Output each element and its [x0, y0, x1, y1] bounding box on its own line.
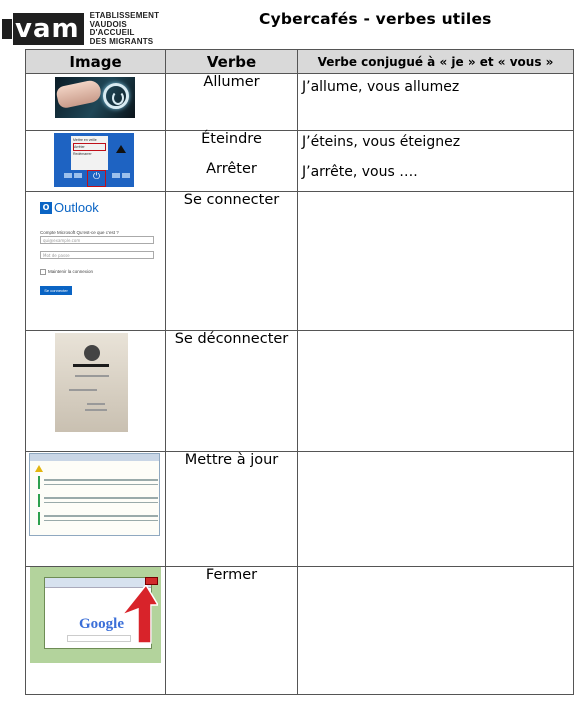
charm-tile: [112, 173, 120, 178]
table-row: [26, 331, 574, 452]
google-logo: Google: [79, 616, 124, 632]
finger-shape: [55, 79, 103, 110]
conjugation-allumer: J’allume, vous allumez: [302, 79, 460, 95]
column-header-conjugation: Verbe conjugué à « je » et « vous »: [298, 50, 574, 74]
outlook-brand: Outlook: [54, 200, 99, 215]
column-header-image: Image: [26, 50, 166, 74]
image-cell: [26, 452, 166, 567]
text-line: [85, 409, 107, 411]
update-option: [38, 512, 158, 525]
remember-checkbox: [40, 269, 46, 275]
logo-wordmark: vam: [13, 13, 84, 45]
verb-cell: [166, 331, 298, 452]
logo-subtitle: ETABLISSEMENT VAUDOIS D'ACCUEIL DES MIGRANTS: [89, 11, 160, 46]
verb-cell: [166, 452, 298, 567]
verb-fermer: Fermer: [205, 567, 258, 583]
update-dialog-image: [29, 453, 160, 536]
warning-icon: [35, 465, 43, 472]
column-header-verb: Verbe: [166, 50, 298, 74]
outlook-icon: O: [40, 202, 52, 214]
document-title: Cybercafés - verbes utiles: [259, 10, 492, 28]
conjugation-cell: [298, 192, 574, 331]
evam-logo: [2, 12, 159, 46]
image-cell: [26, 567, 166, 695]
outlook-logo: [40, 200, 99, 215]
menu-item-shutdown: Arrêter: [73, 143, 106, 151]
text-line: [75, 375, 109, 377]
image-cell: [26, 192, 166, 331]
close-icon: [145, 577, 158, 585]
text-line: [69, 389, 97, 391]
table-row: [26, 74, 574, 131]
update-option: [38, 494, 158, 507]
verb-eteindre: Éteindre: [201, 131, 262, 147]
image-cell: [26, 74, 166, 131]
conjugation-cell: [298, 567, 574, 695]
conjugation-cell: [298, 131, 574, 192]
table-row: [26, 567, 574, 695]
password-field: Mot de passe: [40, 251, 154, 259]
browser-close-image: [30, 567, 161, 663]
dialog-titlebar: [30, 454, 159, 461]
conjugation-arreter: J’arrête, vous ….: [302, 164, 418, 180]
menu-item-restart: Redémarrer: [73, 152, 92, 156]
account-label: Compte Microsoft Qu’est-ce que c’est ?: [40, 230, 119, 235]
conjugation-cell: [298, 331, 574, 452]
power-button-image: [55, 77, 135, 118]
sign-in-button: Se connecter: [40, 286, 72, 295]
power-icon: ⏻: [87, 170, 106, 187]
verb-mettre-a-jour: Mettre à jour: [184, 452, 279, 468]
update-option: [38, 476, 158, 489]
verbs-table: [25, 49, 574, 695]
logo-mark: [2, 19, 12, 39]
charm-tile: [74, 173, 82, 178]
verb-cell: [166, 131, 298, 192]
conjugation-eteindre: J’éteins, vous éteignez: [302, 134, 461, 150]
cursor-triangle-icon: [116, 145, 126, 153]
table-row: [26, 192, 574, 331]
email-field: qui@example.com: [40, 236, 154, 244]
menu-item-sleep: Mettre en veille: [73, 138, 97, 142]
redacted-name-bar: [73, 364, 109, 367]
outlook-login-image: [32, 194, 160, 322]
text-line: [87, 403, 105, 405]
image-cell: [26, 131, 166, 192]
sign-out-image: [55, 333, 128, 432]
verb-se-connecter: Se connecter: [183, 192, 280, 208]
red-arrow-icon: [118, 585, 158, 645]
table-row: [26, 452, 574, 567]
charm-tile: [122, 173, 130, 178]
power-icon: [103, 83, 129, 109]
verb-arreter: Arrêter: [206, 161, 257, 177]
shutdown-menu-image: [54, 133, 134, 187]
conjugation-cell: [298, 452, 574, 567]
verb-cell: [166, 192, 298, 331]
conjugation-cell: [298, 74, 574, 131]
verb-allumer: Allumer: [203, 74, 260, 90]
image-cell: [26, 331, 166, 452]
charm-tile: [64, 173, 72, 178]
table-row: [26, 131, 574, 192]
avatar-icon: [84, 345, 100, 361]
power-popup-menu: [71, 136, 108, 170]
verb-se-deconnecter: Se déconnecter: [174, 331, 289, 347]
remember-label: Maintenir la connexion: [48, 269, 94, 274]
table-header-row: [26, 50, 574, 74]
verb-cell: [166, 567, 298, 695]
verb-cell: [166, 74, 298, 131]
